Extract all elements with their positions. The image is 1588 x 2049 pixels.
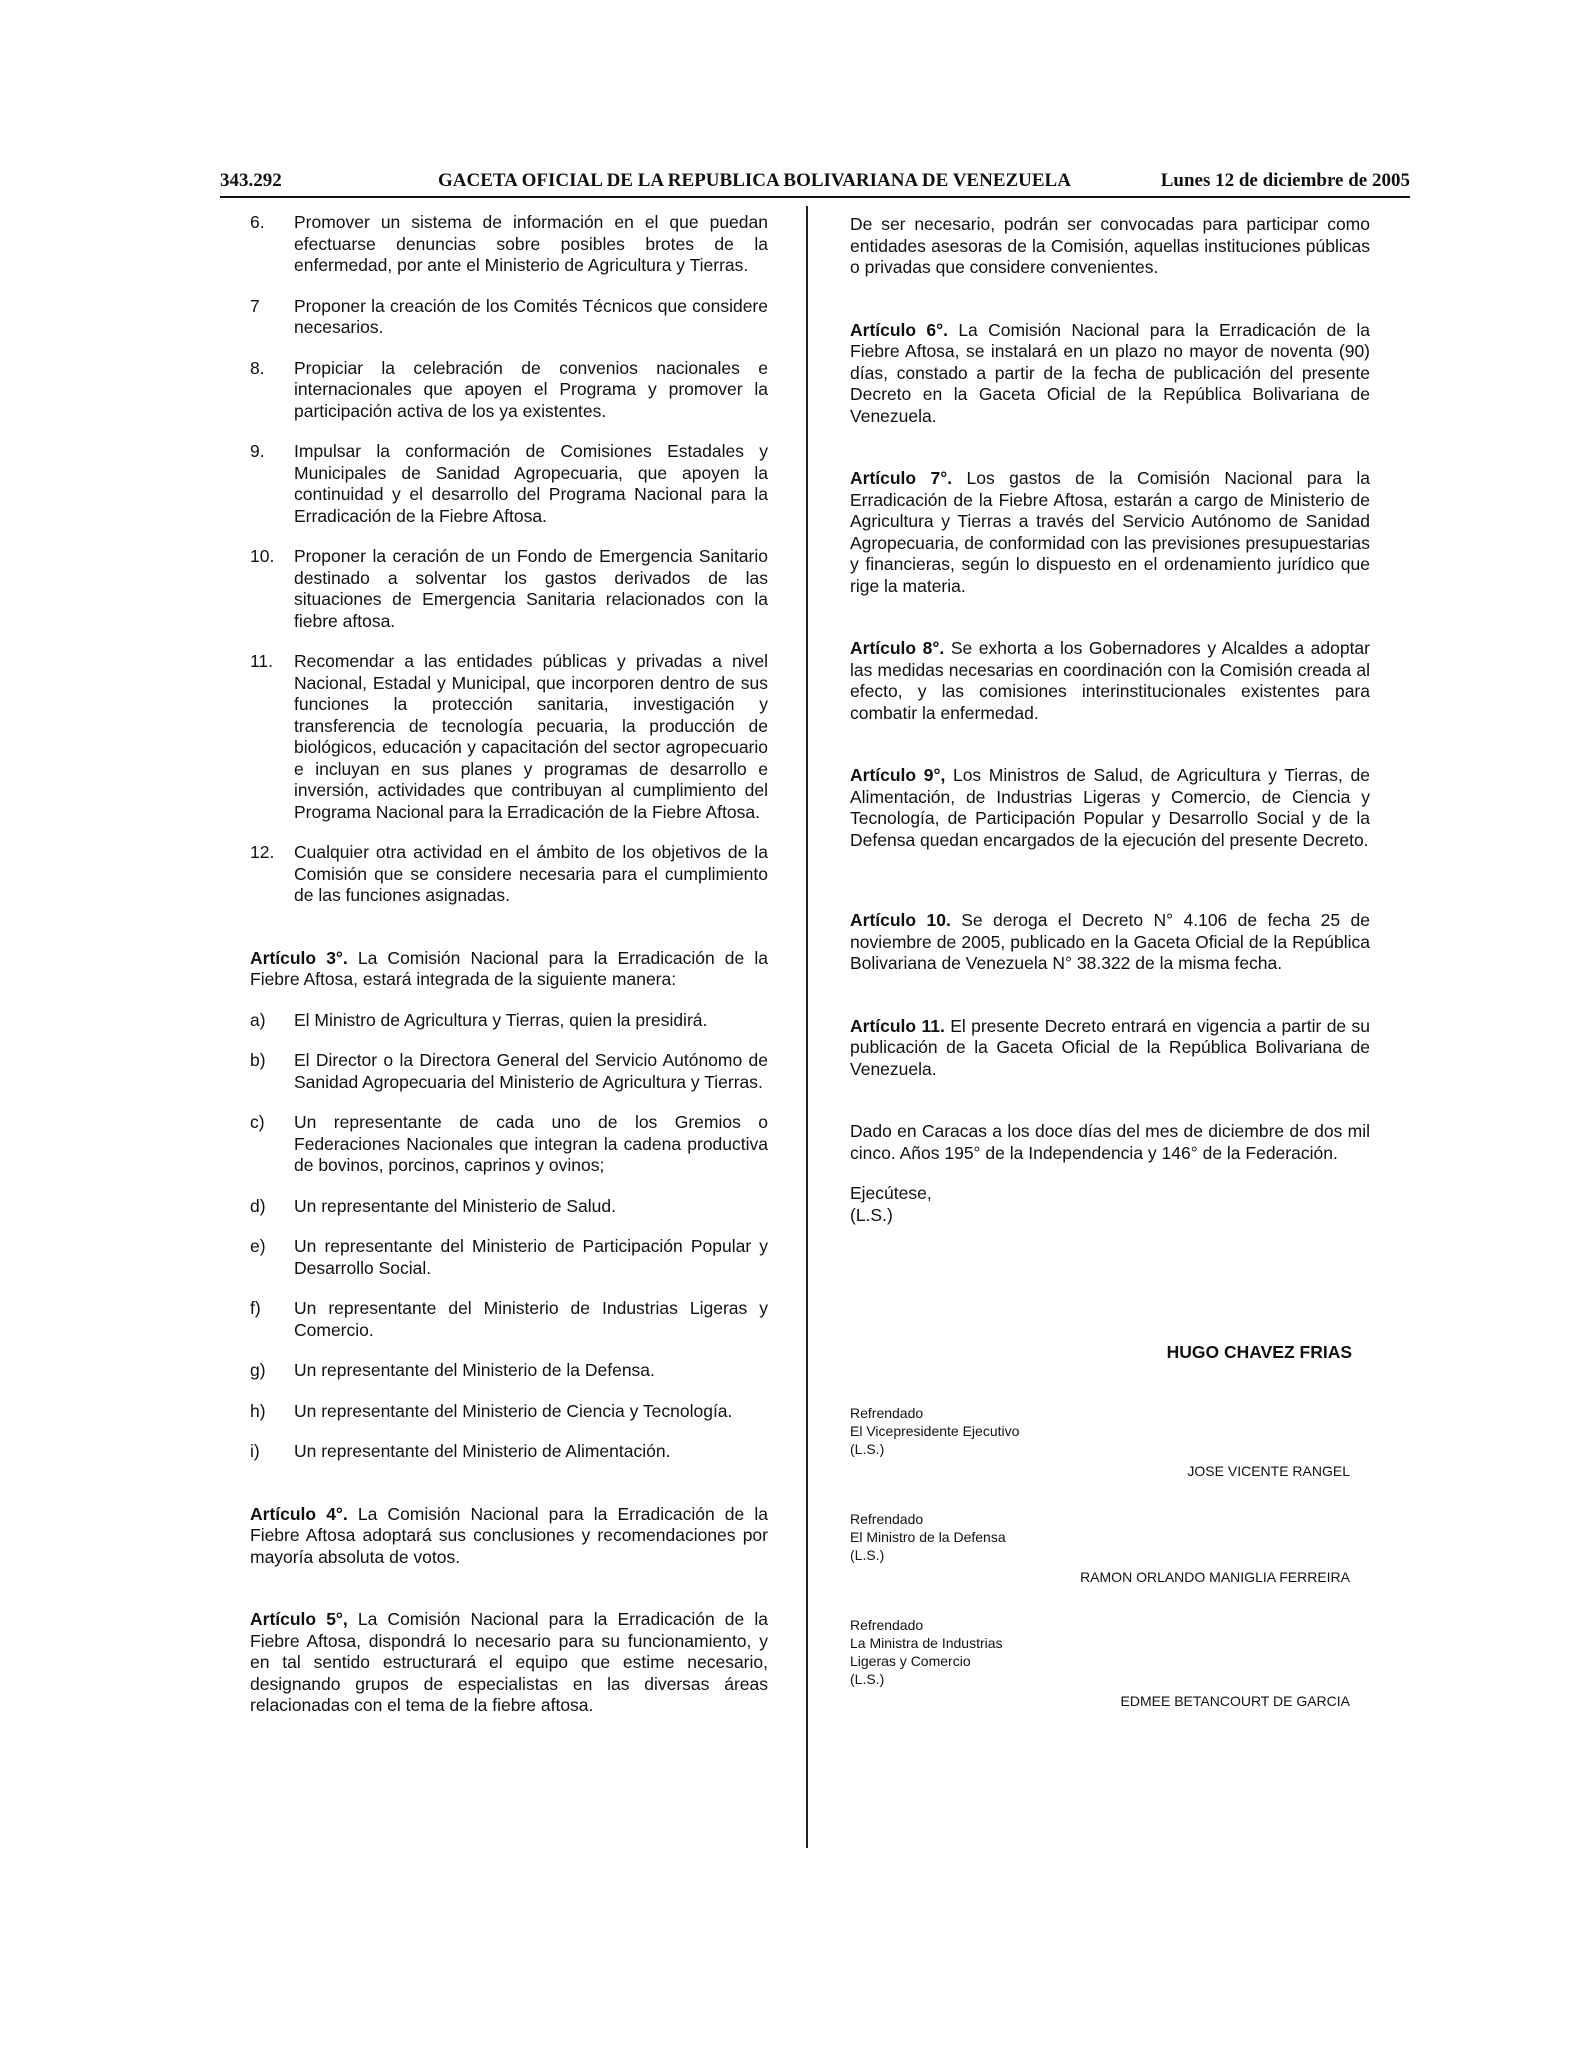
page-number: 343.292 [220, 170, 282, 191]
member-item [250, 1010, 768, 1032]
article-heading: Artículo 8°. [850, 638, 945, 658]
item-text: Recomendar a las entidades públicas y privadas a nivel Nacional, Estadal y Municipal, que incorporen dentro de sus funciones la protección sanitaria, investigación y transferencia de tecnología pecuaria, la producción de biológicos, educación y capacitación del sector agropecuario e incluyan en sus planes y programas de desarrollo e inversión, actividades que contribuyan al cumplimiento del Programa Nacional para la Erradicación de la Fiebre Aftosa. [294, 651, 768, 822]
article-heading: Artículo 7°. [850, 468, 953, 488]
president-name: HUGO CHAVEZ FRIAS [1166, 1342, 1352, 1362]
item-number: 9. [250, 441, 265, 461]
issue-date: Lunes 12 de diciembre de 2005 [1160, 170, 1410, 191]
item-text: Un representante del Ministerio de Ciencia y Tecnología. [294, 1400, 733, 1421]
article-3 [250, 948, 768, 991]
article-11 [850, 1016, 1370, 1081]
item-text: Un representante del Ministerio de Alimentación. [294, 1441, 671, 1461]
item-number: 12. [250, 842, 275, 862]
article-8 [850, 638, 1370, 724]
item-number: 6. [250, 212, 265, 232]
article-heading: Artículo 11. [850, 1015, 945, 1036]
item-letter: i) [250, 1441, 260, 1461]
list-item [250, 212, 768, 277]
item-text: El Ministro de Agricultura y Tierras, quien la presidirá. [294, 1009, 708, 1030]
dado-en-caracas: Dado en Caracas a los doce días del mes de diciembre de dos mil cinco. Años 195° de la Independencia y 146° de la Federación. [850, 1121, 1370, 1163]
list-item [250, 441, 768, 527]
ref-label: Refrendado [850, 1616, 924, 1633]
member-item [250, 1401, 768, 1423]
ejecutese: Ejecútese, [850, 1183, 932, 1203]
item-number: 10. [250, 546, 275, 566]
article-6 [850, 320, 1370, 428]
article-body: La Comisión Nacional para la Erradicación de la Fiebre Aftosa adoptará sus conclusiones y recomendaciones por mayoría absoluta de votos. [250, 1503, 768, 1567]
countersign-block [850, 1404, 1370, 1480]
item-letter: e) [250, 1236, 266, 1256]
item-text: Un representante de cada uno de los Gremios o Federaciones Nacionales que integran la cadena productiva de bovinos, porcinos, caprinos y ovinos; [294, 1112, 768, 1175]
ref-office-cont: Ligeras y Comercio [850, 1652, 971, 1669]
item-letter: d) [250, 1195, 266, 1216]
list-item [250, 842, 768, 907]
ref-ls: (L.S.) [850, 1670, 885, 1687]
article-4 [250, 1504, 768, 1569]
member-item [250, 1196, 768, 1218]
item-letter: h) [250, 1400, 266, 1421]
ref-office: El Ministro de la Defensa [850, 1528, 1006, 1545]
article-body: Los Ministros de Salud, de Agricultura y Tierras, de Alimentación, de Industrias Ligeras y Comercio, de Ciencia y Tecnología, de Participación Popular y Desarrollo Social y de la Defensa quedan encargados de la ejecución del presente Decreto. [850, 765, 1370, 850]
list-item [250, 651, 768, 823]
item-text: Promover un sistema de información en el que puedan efectuarse denuncias sobre posibles brotes de la enfermedad, por ante el Ministerio de Agricultura y Tierras. [294, 212, 768, 275]
ref-ls: (L.S.) [850, 1440, 885, 1457]
list-item [250, 296, 768, 339]
header-rule [220, 196, 1410, 198]
item-number: 7 [250, 295, 260, 316]
article-body: Se exhorta a los Gobernadores y Alcaldes a adoptar las medidas necesarias en coordinación con la Comisión creada al efecto, y las comisiones interinstitucionales existentes para combatir la enfermedad. [850, 638, 1370, 723]
item-text: Propiciar la celebración de convenios nacionales e internacionales que apoyen el Programa y promover la participación activa de los ya existentes. [294, 357, 768, 421]
gazette-title: GACETA OFICIAL DE LA REPUBLICA BOLIVARIANA DE VENEZUELA [438, 170, 1071, 191]
list-item [250, 546, 768, 632]
article-body: El presente Decreto entrará en vigencia a partir de su publicación de la Gaceta Oficial de la República Bolivariana de Venezuela. [850, 1015, 1371, 1079]
official-name: RAMON ORLANDO MANIGLIA FERREIRA [1080, 1568, 1350, 1585]
article-heading: Artículo 9°, [850, 765, 946, 785]
ref-ls: (L.S.) [850, 1546, 885, 1563]
article-5 [250, 1609, 768, 1717]
ref-label: Refrendado [850, 1510, 924, 1527]
page-header [220, 170, 1410, 196]
member-item [250, 1112, 768, 1177]
article-body: La Comisión Nacional para la Erradicación de la Fiebre Aftosa, dispondrá lo necesario para su funcionamiento, y en tal sentido estructurará el equipo que estime necesario, designando grupos de especialistas en las diversas áreas relacionadas con el tema de la fiebre aftosa. [250, 1609, 768, 1715]
item-text: Cualquier otra actividad en el ámbito de los objetivos de la Comisión que se considere necesaria para el cumplimiento de las funciones asignadas. [294, 842, 768, 905]
item-letter: f) [250, 1298, 261, 1318]
countersign-block [850, 1510, 1370, 1586]
column-divider [806, 206, 808, 1848]
ref-office: La Ministra de Industrias [850, 1634, 1003, 1651]
article-10 [850, 910, 1370, 975]
article-9 [850, 765, 1370, 851]
left-column [250, 212, 768, 1736]
member-item [250, 1441, 768, 1463]
official-name: EDMEE BETANCOURT DE GARCIA [1120, 1692, 1350, 1709]
member-item [250, 1236, 768, 1279]
member-item [250, 1050, 768, 1093]
item-text: Un representante del Ministerio de Salud. [294, 1195, 616, 1216]
item-text: Un representante del Ministerio de Participación Popular y Desarrollo Social. [294, 1236, 768, 1278]
article-body: Los gastos de la Comisión Nacional para la Erradicación de la Fiebre Aftosa, estarán a cargo de Ministerio de Agricultura y Tierras a través del Servicio Autónomo de Sanidad Agropecuaria, de conformidad con las previsiones presupuestarias y financieras, según lo dispuesto en el ordenamiento jurídico que rige la materia. [850, 468, 1370, 596]
article-heading: Artículo 10. [850, 910, 951, 930]
article-heading: Artículo 4°. [250, 1503, 348, 1524]
item-text: Un representante del Ministerio de la Defensa. [294, 1360, 655, 1380]
article-body: Se deroga el Decreto N° 4.106 de fecha 25 de noviembre de 2005, publicado en la Gaceta Oficial de la República Bolivariana de Venezuela N° 38.322 de la misma fecha. [850, 910, 1370, 973]
item-number: 11. [250, 651, 274, 671]
ref-office: El Vicepresidente Ejecutivo [850, 1422, 1020, 1439]
item-letter: g) [250, 1360, 266, 1380]
item-letter: b) [250, 1050, 266, 1070]
member-item [250, 1360, 768, 1382]
article-7 [850, 468, 1370, 597]
official-name: JOSE VICENTE RANGEL [1187, 1462, 1350, 1479]
member-item [250, 1298, 768, 1341]
article-heading: Artículo 5°, [250, 1609, 348, 1629]
item-text: Un representante del Ministerio de Industrias Ligeras y Comercio. [294, 1298, 768, 1340]
article-heading: Artículo 3°. [250, 947, 348, 968]
right-column [850, 214, 1370, 1710]
item-letter: a) [250, 1009, 266, 1030]
item-text: Impulsar la conformación de Comisiones Estadales y Municipales de Sanidad Agropecuaria, que apoyen la continuidad y el desarrollo del Programa Nacional para la Erradicación de la Fiebre Aftosa. [294, 441, 768, 526]
item-text: Proponer la creación de los Comités Técnicos que considere necesarios. [294, 295, 768, 337]
item-text: El Director o la Directora General del Servicio Autónomo de Sanidad Agropecuaria del Ministerio de Agricultura y Tierras. [294, 1050, 768, 1092]
intro-paragraph: De ser necesario, podrán ser convocadas para participar como entidades asesoras de la Comisión, aquellas instituciones públicas o privadas que considere convenientes. [850, 214, 1370, 277]
ref-label: Refrendado [850, 1404, 924, 1421]
item-text: Proponer la ceración de un Fondo de Emergencia Sanitario destinado a solventar los gastos derivados de las situaciones de Emergencia Sanitaria relacionados con la fiebre aftosa. [294, 546, 768, 631]
item-letter: c) [250, 1112, 265, 1132]
article-body: La Comisión Nacional para la Erradicación de la Fiebre Aftosa, estará integrada de la siguiente manera: [250, 947, 768, 989]
article-body: La Comisión Nacional para la Erradicación de la Fiebre Aftosa, se instalará en un plazo no mayor de noventa (90) días, constado a partir de la fecha de publicación del presente Decreto en la Gaceta Oficial de la República Bolivariana de Venezuela. [850, 319, 1370, 426]
list-item [250, 358, 768, 423]
countersign-block [850, 1616, 1370, 1710]
item-number: 8. [250, 357, 265, 378]
ls-seal-mark: (L.S.) [850, 1204, 893, 1225]
article-heading: Artículo 6°. [850, 319, 949, 340]
